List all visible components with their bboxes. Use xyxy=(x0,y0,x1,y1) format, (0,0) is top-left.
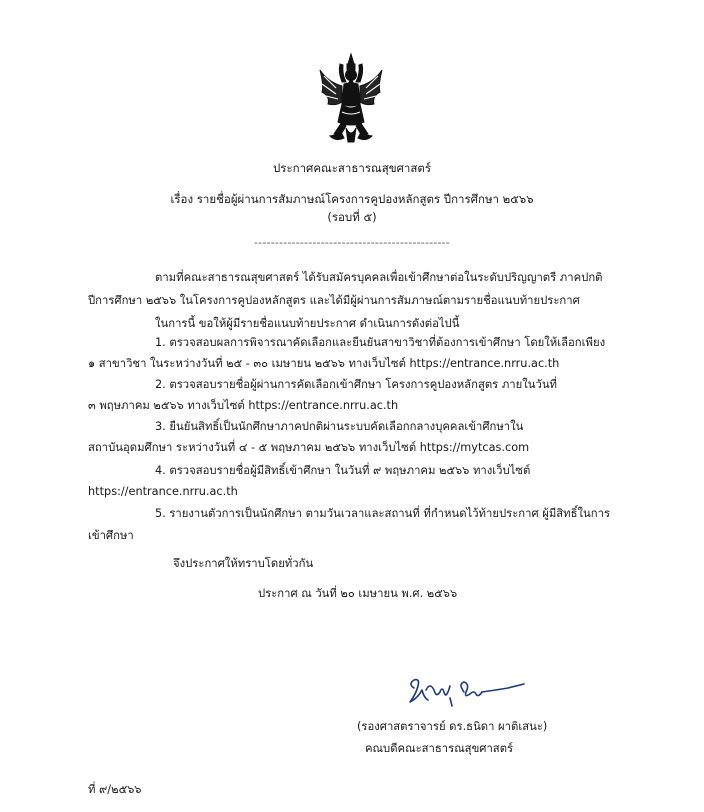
announcement-subject: เรื่อง รายชื่อผู้ผ่านการสัมภาษณ์โครงการคูปองหลักสูตร ปีการศึกษา ๒๕๖๖ xyxy=(170,192,534,206)
list-item-3-line-2: สถาบันอุดมศึกษา ระหว่างวันที่ ๔ - ๕ พฤษภาคม ๒๕๖๖ ทางเว็บไซต์ https://mytcas.com xyxy=(88,441,530,454)
list-item-2-line-2: ๓ พฤษภาคม ๒๕๖๖ ทางเว็บไซต์ https://entrance.nrru.ac.th xyxy=(88,399,399,412)
announcement-date: ประกาศ ณ วันที่ ๒๐ เมษายน พ.ศ. ๒๕๖๖ xyxy=(258,587,458,600)
intro-line-2: ปีการศึกษา ๒๕๖๖ ในโครงการคูปองหลักสูตร และได้มีผู้ผ่านการสัมภาษณ์ตามรายชื่อแนบท้ายประกาศ xyxy=(88,294,580,307)
signatory-name: (รองศาสตราจารย์ ดร.ธนิดา ผาติเสนะ) xyxy=(357,720,548,733)
list-item-4-line-1: 4. ตรวจสอบรายชื่อผู้มีสิทธิ์เข้าศึกษา ในวันที่ ๙ พฤษภาคม ๒๕๖๖ ทางเว็บไซต์ xyxy=(155,464,531,477)
announcement-round: (รอบที่ ๕) xyxy=(327,210,377,224)
announcement-issuer: ประกาศคณะสาธารณสุขศาสตร์ xyxy=(272,161,431,175)
list-item-4-line-2: https://entrance.nrru.ac.th xyxy=(88,485,238,498)
list-item-5-line-2: เข้าศึกษา xyxy=(88,529,134,542)
list-item-5-line-1: 5. รายงานตัวการเป็นนักศึกษา ตามวันเวลาและสถานที่ ที่กำหนดไว้ท้ายประกาศ ผู้มีสิทธิ์ในการ xyxy=(155,507,611,520)
garuda-emblem-icon xyxy=(318,52,384,144)
closing-statement: จึงประกาศให้ทราบโดยทั่วกัน xyxy=(173,557,314,570)
signature-image xyxy=(404,672,530,712)
signatory-title: คณบดีคณะสาธารณสุขศาสตร์ xyxy=(365,742,514,755)
header-separator: ----------------------------------------------- xyxy=(254,236,450,249)
list-item-2-line-1: 2. ตรวจสอบรายชื่อผู้ผ่านการคัดเลือกเข้าศึกษา โครงการคูปองหลักสูตร ภายในวันที่ xyxy=(155,378,557,391)
list-item-1-line-1: 1. ตรวจสอบผลการพิจารณาคัดเลือกและยืนยันสาขาวิชาที่ต้องการเข้าศึกษา โดยให้เลือกเพียง xyxy=(155,336,606,349)
intro-line-1: ตามที่คณะสาธารณสุขศาสตร์ ได้รับสมัครบุคคลเพื่อเข้าศึกษาต่อในระดับปริญญาตรี ภาคปกติ xyxy=(155,271,603,284)
intro-line-3: ในการนี้ ขอให้ผู้มีรายชื่อแนบท้ายประกาศ ดำเนินการดังต่อไปนี้ xyxy=(155,317,460,330)
list-item-1-line-2: ๑ สาขาวิชา ในระหว่างวันที่ ๒๕ - ๓๐ เมษายน ๒๕๖๖ ทางเว็บไซต์ https://entrance.nrru.ac.th xyxy=(88,357,560,370)
list-item-3-line-1: 3. ยืนยันสิทธิ์เป็นนักศึกษาภาคปกติผ่านระบบคัดเลือกกลางบุคคลเข้าศึกษาใน xyxy=(155,420,524,433)
document-number: ที่ ๙/๒๕๖๖ xyxy=(88,783,142,796)
